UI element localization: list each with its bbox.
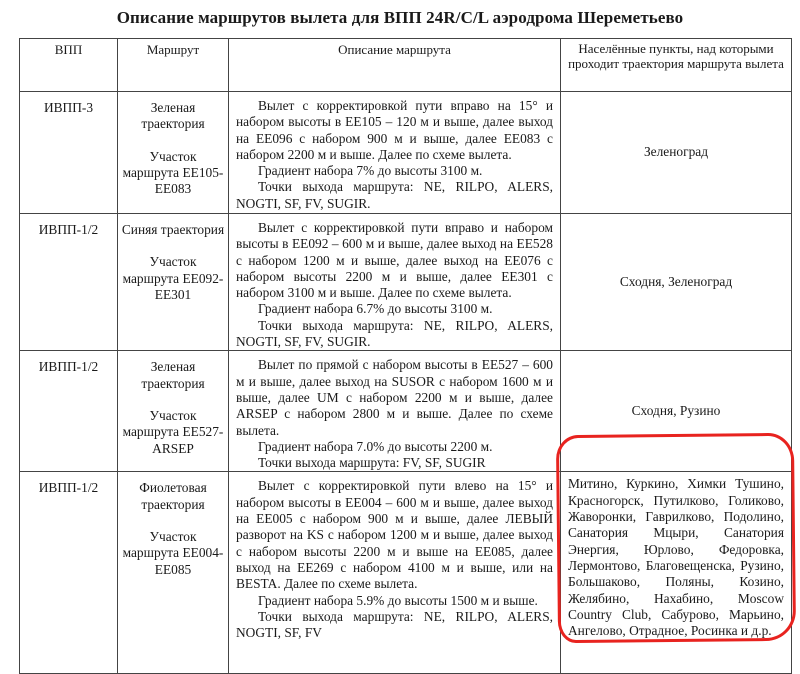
route-gradient: Градиент набора 6.7% до высоты 3100 м. [258, 301, 493, 317]
cell-settlements: Сходня, Зеленоград [561, 214, 792, 351]
route-name: Зеленая траектория [141, 100, 205, 132]
cell-route [118, 351, 229, 472]
header-settlements: Населённые пункты, над которыми проходит траектория маршрута вылета [561, 39, 792, 92]
route-section: Участок маршрута EE105-EE083 [122, 148, 224, 197]
route-exit-points: Точки выхода маршрута: NE, RILPO, ALERS, NOGTI, SF, FV [236, 608, 553, 641]
cell-settlements: Митино, Куркино, Химки Тушино, Красногорск, Путилково, Голиково, Жаворонки, Гаврилково, Подолино, Санатория Мцыри, Санатория Энергия, Юрлово, Федоровка, Лермонтово, Благовещенска, Рузино, Большаково, Поляны, Козино, Желябино, Нахабино, Moscow Country Club, Сабурово, Марьино, Ангелово, Отрадное, Росинка и д.р. [561, 472, 792, 674]
route-section: Участок маршрута EE092-EE301 [122, 254, 224, 302]
cell-description [229, 472, 561, 674]
cell-description [229, 214, 561, 351]
route-name: Синяя траектория [121, 222, 225, 237]
route-gradient: Градиент набора 7% до высоты 3100 м. [258, 163, 483, 179]
header-description: Описание маршрута [229, 39, 561, 92]
cell-vpp: ИВПП-1/2 [20, 472, 118, 674]
header-route: Маршрут [118, 39, 229, 92]
route-exit-points: Точки выхода маршрута: FV, SF, SUGIR [258, 455, 486, 471]
cell-vpp: ИВПП-1/2 [20, 214, 118, 351]
route-description: Вылет по прямой с набором высоты в EE527 – 600 м и выше, далее выход на SUSOR с набором 1600 м и выше, далее UM с набором 2200 м и выше, далее ARSEP с набором 2800 м и выше. Далее по схеме вылета. [236, 357, 553, 438]
route-exit-points: Точки выхода маршрута: NE, RILPO, ALERS, NOGTI, SF, FV, SUGIR. [236, 317, 553, 350]
cell-settlements: Зеленоград [561, 92, 792, 214]
table-row [20, 214, 792, 351]
cell-vpp: ИВПП-3 [20, 92, 118, 214]
cell-route [118, 92, 229, 214]
route-description: Вылет с корректировкой пути вправо и набором высоты в EE092 – 600 м и выше, далее выход на EE528 с набором 1200 м и выше, далее выход на EE076 с набором высоты 2200 м и выше, далее EE301 с набором 3100 м и выше. Далее по схеме вылета. [236, 220, 553, 301]
document-title: Описание маршрутов вылета для ВПП 24R/C/L аэродрома Шереметьево [116, 8, 684, 27]
cell-settlements: Сходня, Рузино [561, 351, 792, 472]
table-row [20, 472, 792, 674]
route-name: Зеленая траектория [141, 359, 205, 391]
table-row [20, 351, 792, 472]
cell-description [229, 92, 561, 214]
table-row [20, 92, 792, 214]
route-description: Вылет с корректировкой пути вправо на 15° и набором высоты в EE105 – 120 м и выше, далее выход на EE096 с набором 900 м и выше, далее EE083 с набором 2200 м и выше. Далее по схеме вылета. [236, 98, 553, 162]
cell-vpp: ИВПП-1/2 [20, 351, 118, 472]
route-section: Участок маршрута EE004-EE085 [122, 529, 224, 577]
route-gradient: Градиент набора 7.0% до высоты 2200 м. [258, 438, 493, 454]
route-name: Фиолетовая траектория [139, 480, 207, 512]
route-section: Участок маршрута EE527-ARSEP [122, 407, 224, 456]
cell-route [118, 472, 229, 674]
cell-description [229, 351, 561, 472]
cell-route [118, 214, 229, 351]
header-vpp: ВПП [20, 39, 118, 92]
route-description: Вылет с корректировкой пути влево на 15° и набором высоты в EE004 – 600 м и выше, далее выход на EE005 с набором 900 м и выше, далее ЛЕВЫЙ разворот на KS с набором 1200 м и выше, далее выход с набором высоты 2200 м и выше на EE085, далее выход на EE269 с набором 4100 м и выше, или на BESTA. Далее по схеме вылета. [236, 478, 553, 592]
route-gradient: Градиент набора 5.9% до высоты 1500 м и выше. [258, 592, 538, 608]
routes-table [19, 38, 792, 674]
route-exit-points: Точки выхода маршрута: NE, RILPO, ALERS, NOGTI, SF, FV, SUGIR. [236, 179, 553, 211]
table-header-row [20, 39, 792, 92]
